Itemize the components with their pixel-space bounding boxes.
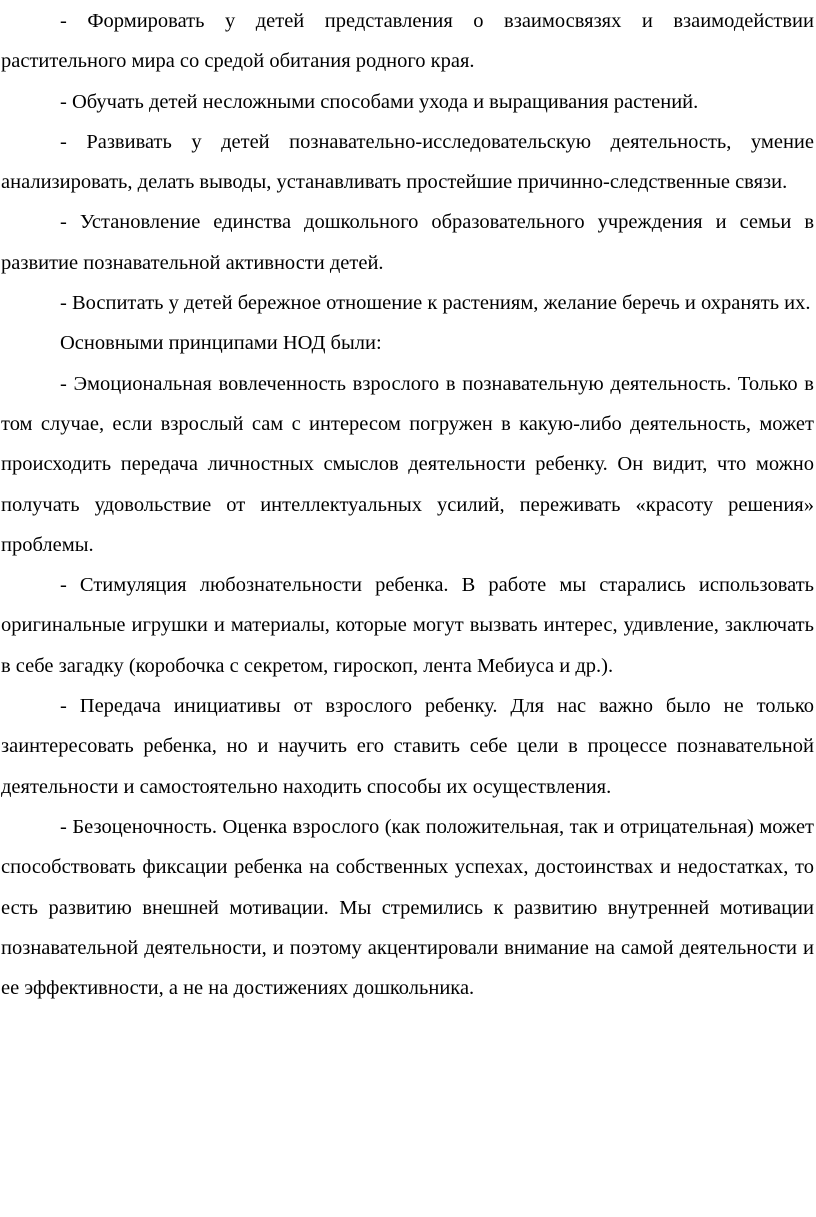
paragraph-goal-interrelations: - Формировать у детей представления о взаимосвязях и взаимодействии растительного мира со средой обитания родного края. (1, 10, 814, 73)
paragraph-principle-initiative: - Передача инициативы от взрослого ребенку. Для нас важно было не только заинтересовать ребенка, но и научить его ставить себе цели в процессе познавательной деятельности и самостоятельно находить способы их осуществления. (1, 695, 814, 798)
paragraph-principle-non-evaluation: - Безоценочность. Оценка взрослого (как положительная, так и отрицательная) может способствовать фиксации ребенка на собственных успехах, достоинствах и недостатках, то есть развитию внешней мотивации. Мы стремились к развитию внутренней мотивации познавательной деятельности, и поэтому акцентировали внимание на самой деятельности и ее эффективности, а не на достижениях дошкольника. (1, 815, 814, 1000)
paragraph-principles-heading: Основными принципами НОД были: (60, 332, 382, 355)
paragraph-goal-family-unity: - Установление единства дошкольного образовательного учреждения и семьи в развитие познавательной активности детей. (1, 211, 814, 274)
paragraph-goal-care-for-plants: - Воспитать у детей бережное отношение к растениям, желание беречь и охранять их. (60, 292, 811, 315)
paragraph-goal-research-activity: - Развивать у детей познавательно-исследовательскую деятельность, умение анализировать, делать выводы, устанавливать простейшие причинно-следственные связи. (1, 130, 814, 194)
paragraph-principle-curiosity: - Стимуляция любознательности ребенка. В работе мы старались использовать оригинальные игрушки и материалы, которые могут вызвать интерес, удивление, заключать в себе загадку (коробочка с секретом, гироскоп, лента Мебиуса и др.). (1, 574, 814, 677)
paragraph-goal-plant-care: - Обучать детей несложными способами ухода и выращивания растений. (60, 90, 699, 113)
paragraph-principle-emotional-involvement: - Эмоциональная вовлеченность взрослого в познавательную деятельность. Только в том случае, если взрослый сам с интересом погружен в какую-либо деятельность, может происходить передача личностных смыслов деятельности ребенку. Он видит, что можно получать удовольствие от интеллектуальных усилий, переживать «красоту решения» проблемы. (1, 372, 814, 556)
document-body (1, 0, 814, 1008)
